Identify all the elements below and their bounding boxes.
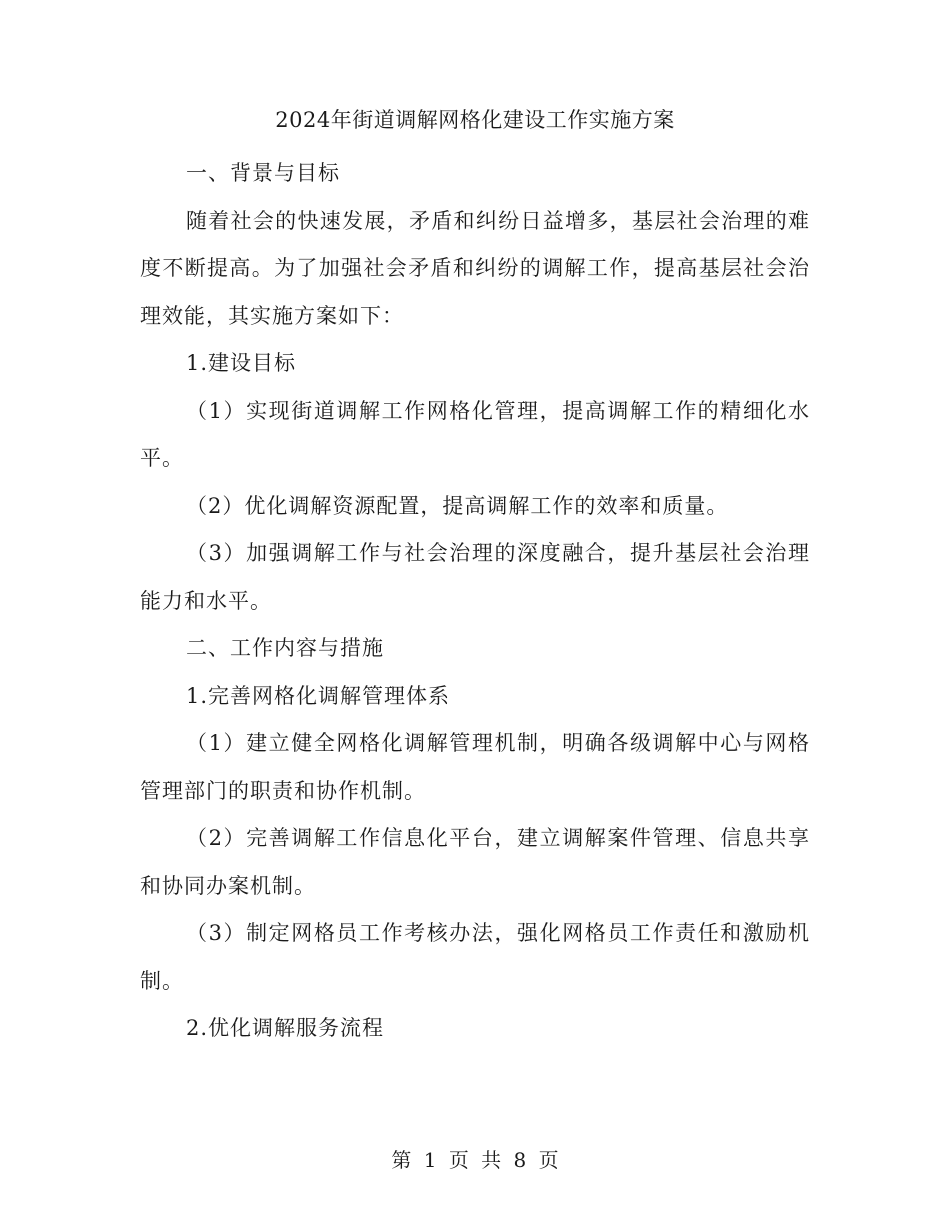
list-item: （3）制定网格员工作考核办法，强化网格员工作责任和激励机制。: [140, 921, 810, 993]
list-item: （1）实现街道调解工作网格化管理，提高调解工作的精细化水平。: [140, 398, 810, 470]
section-heading: 一、背景与目标: [186, 161, 340, 185]
subsection-heading: 2.优化调解服务流程: [186, 1016, 385, 1040]
subsection-heading: 1.完善网格化调解管理体系: [186, 683, 451, 708]
list-item: （2）完善调解工作信息化平台，建立调解案件管理、信息共享和协同办案机制。: [140, 826, 810, 898]
document-title: 2024年街道调解网格化建设工作实施方案: [275, 108, 675, 132]
list-item: （2）优化调解资源配置，提高调解工作的效率和质量。: [186, 493, 729, 518]
document-body: [140, 150, 810, 1053]
page-number-footer: 第 1 页 共 8 页: [391, 1148, 559, 1172]
body-paragraph: 随着社会的快速发展，矛盾和纠纷日益增多，基层社会治理的难度不断提高。为了加强社会矛盾和纠纷的调解工作，提高基层社会治理效能，其实施方案如下：: [140, 208, 810, 328]
section-heading: 二、工作内容与措施: [186, 636, 384, 660]
list-item: （3）加强调解工作与社会治理的深度融合，提升基层社会治理能力和水平。: [140, 541, 810, 613]
subsection-heading: 1.建设目标: [186, 351, 297, 375]
list-item: （1）建立健全网格化调解管理机制，明确各级调解中心与网格管理部门的职责和协作机制。: [140, 731, 810, 803]
